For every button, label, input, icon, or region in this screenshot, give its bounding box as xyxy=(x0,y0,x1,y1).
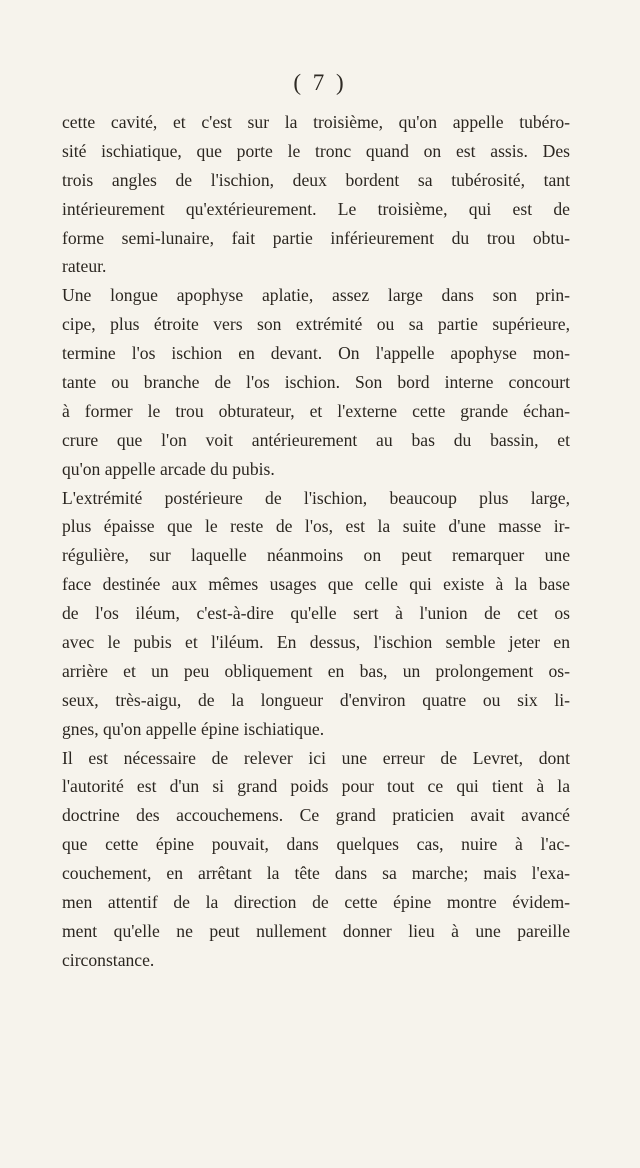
body-text xyxy=(62,108,570,975)
text-line: termine l'os ischion en devant. On l'appelle apophyse mon- xyxy=(62,343,570,364)
text-line: circonstance. xyxy=(62,949,155,970)
text-line: gnes, qu'on appelle épine ischiatique. xyxy=(62,718,325,739)
text-line: men attentif de la direction de cette épine montre évidem- xyxy=(62,892,570,913)
text-line: arrière et un peu obliquement en bas, un prolongement os- xyxy=(62,660,570,681)
text-line: intérieurement qu'extérieurement. Le troisième, qui est de xyxy=(62,198,570,219)
text-line: l'autorité est d'un si grand poids pour tout ce qui tient à la xyxy=(62,776,570,797)
text-line: plus épaisse que le reste de l'os, est la suite d'une masse ir- xyxy=(62,516,570,537)
text-line: forme semi-lunaire, fait partie inférieurement du trou obtu- xyxy=(62,227,570,248)
text-line: Il est nécessaire de relever ici une erreur de Levret, dont xyxy=(62,747,570,768)
paragraph xyxy=(62,281,570,483)
text-line: cipe, plus étroite vers son extrémité ou sa partie supérieure, xyxy=(62,314,570,335)
page-number: ( 7 ) xyxy=(293,70,347,95)
text-line-content: Une longue apophyse aplatie, assez large dans son prin- xyxy=(62,285,570,306)
text-line: L'extrémité postérieure de l'ischion, beaucoup plus large, xyxy=(62,487,570,508)
text-line: avec le pubis et l'iléum. En dessus, l'ischion semble jeter en xyxy=(62,632,570,653)
text-line: seux, très-aigu, de la longueur d'environ quatre ou six li- xyxy=(62,689,570,710)
text-line: rateur. xyxy=(62,256,107,277)
text-line: sité ischiatique, que porte le tronc quand on est assis. Des xyxy=(62,140,570,161)
text-line: cette cavité, et c'est sur la troisième, qu'on appelle tubéro- xyxy=(62,112,570,132)
text-line: trois angles de l'ischion, deux bordent sa tubérosité, tant xyxy=(62,169,570,190)
text-line: ment qu'elle ne peut nullement donner lieu à une pareille xyxy=(62,920,570,941)
text-line: crure que l'on voit antérieurement au bas du bassin, et xyxy=(62,429,570,450)
text-line: de l'os iléum, c'est-à-dire qu'elle sert à l'union de cet os xyxy=(62,603,570,624)
paragraph xyxy=(62,108,570,281)
text-line: à former le trou obturateur, et l'externe cette grande échan- xyxy=(62,400,570,421)
text-line: tante ou branche de l'os ischion. Son bord interne concourt xyxy=(62,372,570,393)
text-line: doctrine des accouchemens. Ce grand praticien avait avancé xyxy=(62,805,570,826)
paragraph xyxy=(62,744,570,975)
text-line: que cette épine pouvait, dans quelques cas, nuire à l'ac- xyxy=(62,834,570,855)
text-line: face destinée aux mêmes usages que celle qui existe à la base xyxy=(62,574,570,595)
paragraph xyxy=(62,484,570,744)
text-line: couchement, en arrêtant la tête dans sa marche; mais l'exa- xyxy=(62,863,570,884)
text-line xyxy=(62,281,570,310)
text-line: régulière, sur laquelle néanmoins on peut remarquer une xyxy=(62,545,570,566)
text-line: qu'on appelle arcade du pubis. xyxy=(62,458,275,479)
